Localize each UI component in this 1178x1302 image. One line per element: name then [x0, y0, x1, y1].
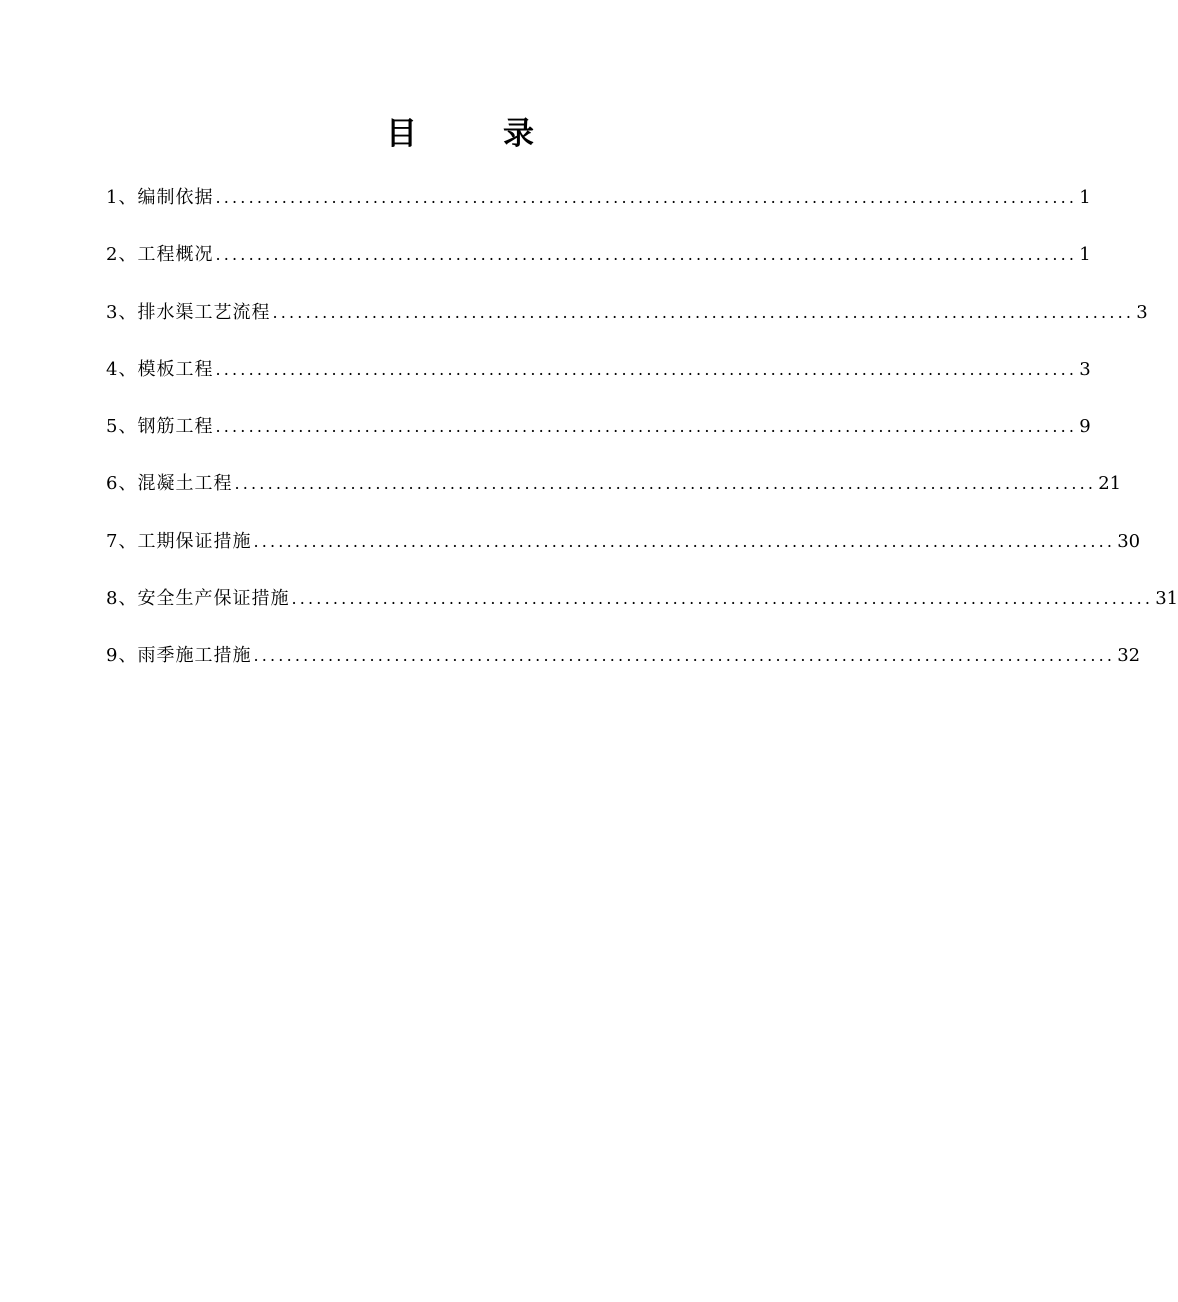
- toc-title-char-1: 目: [386, 116, 417, 152]
- dot-leader: ........................................................................................................: [272, 302, 1135, 322]
- toc-entry-page: 21: [1098, 473, 1122, 495]
- toc-title-char-2: 录: [503, 116, 534, 152]
- toc-entry[interactable]: [106, 640, 1141, 697]
- toc-entry-page: 9: [1079, 416, 1091, 438]
- toc-entry-label: 7、工期保证措施: [106, 530, 252, 552]
- toc-entry[interactable]: [106, 583, 1178, 640]
- toc-entry[interactable]: [106, 468, 1122, 525]
- dot-leader: ........................................................................................................: [215, 417, 1078, 437]
- toc-entry[interactable]: [106, 526, 1141, 583]
- dot-leader: ........................................................................................................: [215, 188, 1078, 207]
- toc-entry-label: 1、编制依据: [106, 187, 214, 208]
- dot-leader: ........................................................................................................: [253, 646, 1116, 666]
- toc-entry-page: 30: [1117, 530, 1141, 552]
- toc-entry-label: 8、安全生产保证措施: [106, 588, 290, 610]
- toc-entry-label: 4、模板工程: [106, 358, 214, 380]
- toc-entry-page: 3: [1136, 301, 1148, 323]
- toc-entry-label: 2、工程概况: [106, 244, 214, 266]
- toc-entry[interactable]: [106, 411, 1091, 468]
- dot-leader: ........................................................................................................: [253, 531, 1116, 551]
- toc-entry-page: 3: [1079, 358, 1091, 380]
- toc-entry-label: 3、排水渠工艺流程: [106, 301, 271, 323]
- toc-entry-label: 9、雨季施工措施: [106, 645, 252, 667]
- toc-entry-page: 31: [1155, 588, 1178, 610]
- toc-entry[interactable]: [106, 182, 1091, 239]
- toc-entry-page: 1: [1079, 244, 1091, 266]
- toc-entry[interactable]: [106, 297, 1148, 354]
- toc-entry-page: 32: [1117, 645, 1141, 667]
- dot-leader: ........................................................................................................: [291, 589, 1154, 609]
- toc-entry-label: 5、钢筋工程: [106, 416, 214, 438]
- dot-leader: ........................................................................................................: [234, 474, 1097, 494]
- dot-leader: ........................................................................................................: [215, 359, 1078, 379]
- toc-entry-page: 1: [1079, 187, 1091, 208]
- toc-list: [106, 182, 1178, 698]
- toc-entry-label: 6、混凝土工程: [106, 473, 233, 495]
- dot-leader: ........................................................................................................: [215, 245, 1078, 265]
- toc-title: [0, 108, 920, 153]
- toc-entry[interactable]: [106, 354, 1091, 411]
- toc-entry[interactable]: [106, 239, 1091, 296]
